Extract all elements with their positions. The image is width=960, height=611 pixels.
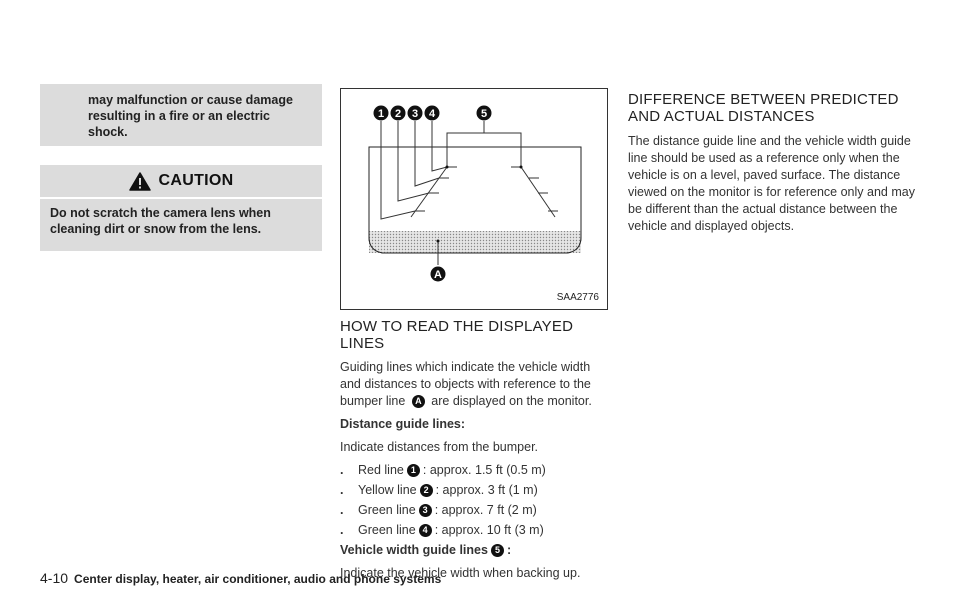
page-number: 4-10 xyxy=(40,570,69,586)
page-footer xyxy=(40,570,441,586)
chapter-title: Center display, heater, air conditioner, audio and phone systems xyxy=(74,572,442,586)
section-difference xyxy=(628,91,918,241)
distance-heading: Distance guide lines: xyxy=(340,417,466,431)
list-item: . Green line 3 : approx. 7 ft (2 m) xyxy=(340,503,537,517)
marker-3-icon: 3 xyxy=(419,504,432,517)
svg-text:3: 3 xyxy=(411,108,419,120)
callout-5 xyxy=(477,106,492,121)
list-item: . Red line 1 : approx. 1.5 ft (0.5 m) xyxy=(340,463,546,477)
caution-header xyxy=(40,165,322,197)
warning-text: may malfunction or cause damage resulting in a fire or an electric shock. xyxy=(88,93,293,139)
width-heading: Vehicle width guide lines 5 : xyxy=(340,543,512,557)
callout-a xyxy=(431,267,446,282)
callout-2 xyxy=(391,106,406,121)
figure-code: SAA2776 xyxy=(556,292,599,303)
distance-desc: Indicate distances from the bumper. xyxy=(340,440,539,454)
callout-1 xyxy=(374,106,389,121)
marker-a-icon: A xyxy=(412,395,425,408)
marker-2-icon: 2 xyxy=(420,484,433,497)
svg-text:4: 4 xyxy=(428,108,436,120)
section-how-to-read xyxy=(340,318,608,588)
svg-text:1: 1 xyxy=(377,108,385,120)
caution-heading: CAUTION xyxy=(158,172,234,189)
callout-3 xyxy=(408,106,423,121)
section1-intro: Guiding lines which indicate the vehicle width and distances to objects with reference to the bumper line A are displayed on the monitor. xyxy=(340,360,592,408)
list-item: . Green line 4 : approx. 10 ft (3 m) xyxy=(340,523,544,537)
callout-4 xyxy=(425,106,440,121)
width-desc: Indicate the vehicle width when backing up. xyxy=(340,566,581,580)
warning-box xyxy=(40,84,322,146)
section2-heading: DIFFERENCE BETWEEN PREDICTED AND ACTUAL DISTANCES xyxy=(628,91,899,125)
marker-4-icon: 4 xyxy=(419,524,432,537)
marker-5-icon: 5 xyxy=(491,544,504,557)
guide-lines-figure xyxy=(340,88,608,310)
marker-1-icon: 1 xyxy=(407,464,420,477)
caution-triangle-icon xyxy=(129,172,151,191)
svg-text:A: A xyxy=(434,269,442,281)
svg-text:5: 5 xyxy=(480,108,488,120)
section1-heading: HOW TO READ THE DISPLAYED LINES xyxy=(340,318,574,352)
svg-text:2: 2 xyxy=(394,108,402,120)
guide-lines-diagram xyxy=(341,89,607,309)
caution-text: Do not scratch the camera lens when cleaning dirt or snow from the lens. xyxy=(50,206,271,236)
section2-text: The distance guide line and the vehicle width guide line should be used as a reference only when the vehicle is on a level, paved surface. The distance viewed on the monitor is for reference only and may be different than the actual distance between the vehicle and displayed objects. xyxy=(628,134,915,233)
caution-box xyxy=(40,199,322,251)
list-item: . Yellow line 2 : approx. 3 ft (1 m) xyxy=(340,483,538,497)
